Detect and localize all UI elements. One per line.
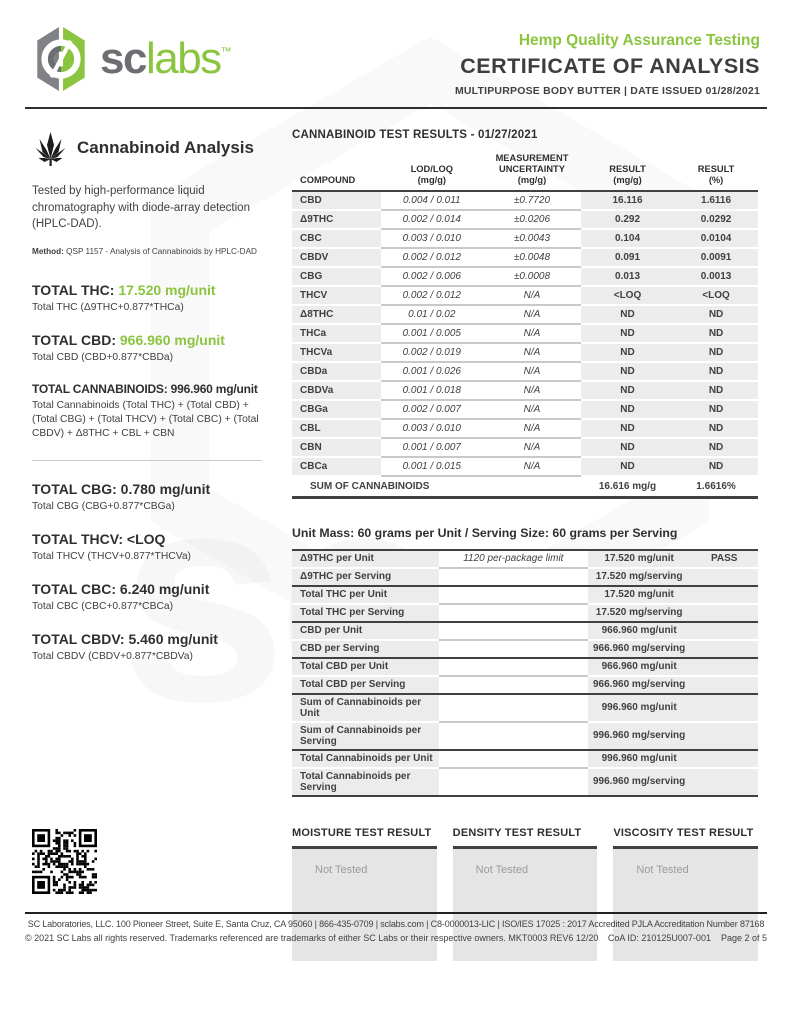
unit-value-cell: 966.960 mg/unit bbox=[588, 622, 691, 640]
column-header-line1: RESULT bbox=[609, 164, 646, 175]
compound-cell: THCV bbox=[292, 286, 381, 305]
results-row bbox=[292, 381, 758, 400]
results-row bbox=[292, 229, 758, 248]
result-pct-cell: ND bbox=[674, 305, 758, 324]
lod-loq-cell: 0.002 / 0.006 bbox=[381, 267, 484, 286]
method-label: Method: bbox=[32, 247, 64, 257]
cannabinoid-results-table bbox=[292, 151, 758, 499]
method-text: QSP 1157 - Analysis of Cannabinoids by HPLC-DAD bbox=[63, 247, 257, 257]
total-value: 0.780 mg/unit bbox=[120, 481, 211, 498]
unit-value-cell: 966.960 mg/serving bbox=[588, 676, 691, 694]
status-cell bbox=[690, 658, 758, 676]
compound-cell: CBCa bbox=[292, 457, 381, 476]
total-value: 17.520 mg/unit bbox=[118, 282, 216, 299]
unit-mass-row bbox=[292, 640, 758, 658]
compound-cell: CBD bbox=[292, 191, 381, 210]
lod-loq-cell: 0.003 / 0.010 bbox=[381, 229, 484, 248]
result-mg-cell: ND bbox=[581, 457, 674, 476]
unit-value-cell: 17.520 mg/unit bbox=[588, 550, 691, 568]
unit-mass-row bbox=[292, 750, 758, 768]
lod-loq-cell: 0.003 / 0.010 bbox=[381, 419, 484, 438]
unit-value-cell: 17.520 mg/unit bbox=[588, 586, 691, 604]
method-description: Tested by high-performance liquid chromatography with diode-array detection (HPLC-DAD). bbox=[32, 185, 250, 231]
total-formula: Total CBD (CBD+0.877*CBDa) bbox=[32, 351, 174, 363]
uncertainty-cell: N/A bbox=[483, 305, 581, 324]
column-header bbox=[581, 151, 674, 191]
unit-mass-row bbox=[292, 722, 758, 750]
lod-loq-cell: 0.001 / 0.018 bbox=[381, 381, 484, 400]
footer bbox=[0, 912, 792, 961]
results-row bbox=[292, 191, 758, 210]
status-cell bbox=[690, 676, 758, 694]
status-cell bbox=[690, 622, 758, 640]
unit-mass-row bbox=[292, 550, 758, 568]
lod-loq-cell: 0.002 / 0.019 bbox=[381, 343, 484, 362]
compound-cell: CBDV bbox=[292, 248, 381, 267]
unit-value-cell: 996.960 mg/unit bbox=[588, 694, 691, 722]
total-label: TOTAL THC: bbox=[32, 282, 119, 299]
limit-cell bbox=[439, 750, 588, 768]
lod-loq-cell: 0.002 / 0.012 bbox=[381, 248, 484, 267]
section-title: Cannabinoid Analysis bbox=[77, 138, 254, 157]
result-mg-cell: ND bbox=[581, 362, 674, 381]
uncertainty-cell: N/A bbox=[483, 381, 581, 400]
footer-meta bbox=[0, 929, 792, 943]
header-titles bbox=[455, 26, 760, 97]
test-panel-result: Not Tested bbox=[613, 846, 758, 961]
unit-mass-row bbox=[292, 586, 758, 604]
compound-cell: THCVa bbox=[292, 343, 381, 362]
total-formula: Total Cannabinoids (Total THC) + (Total CBD) + (Total CBG) + (Total THCV) + (Total CBC) + (Total CBDV) + Δ8THC + CBL + CBN bbox=[32, 399, 259, 439]
uncertainty-cell: ±0.0048 bbox=[483, 248, 581, 267]
status-cell bbox=[690, 694, 758, 722]
result-pct-cell: <LOQ bbox=[674, 286, 758, 305]
unit-label-cell: CBD per Unit bbox=[292, 622, 439, 640]
total-value: <LOQ bbox=[126, 531, 166, 548]
sample-and-date: MULTIPURPOSE BODY BUTTER | DATE ISSUED 01/28/2021 bbox=[454, 85, 760, 97]
program-name: Hemp Quality Assurance Testing bbox=[518, 32, 760, 49]
status-cell bbox=[690, 604, 758, 622]
results-row bbox=[292, 305, 758, 324]
compound-cell: CBL bbox=[292, 419, 381, 438]
results-row bbox=[292, 248, 758, 267]
limit-cell: 1120 per-package limit bbox=[439, 550, 588, 568]
certificate-title: CERTIFICATE OF ANALYSIS bbox=[460, 54, 760, 78]
uncertainty-cell: ±0.7720 bbox=[483, 191, 581, 210]
result-mg-cell: 0.091 bbox=[581, 248, 674, 267]
limit-cell bbox=[439, 658, 588, 676]
unit-label-cell: Total Cannabinoids per Serving bbox=[292, 768, 439, 796]
results-row bbox=[292, 438, 758, 457]
uncertainty-cell: N/A bbox=[483, 324, 581, 343]
total-value: 5.460 mg/unit bbox=[128, 631, 218, 648]
unit-mass-row bbox=[292, 694, 758, 722]
compound-cell: Δ9THC bbox=[292, 210, 381, 229]
total-block bbox=[32, 332, 272, 365]
compound-cell: THCa bbox=[292, 324, 381, 343]
totals-list bbox=[32, 282, 272, 664]
limit-cell bbox=[439, 768, 588, 796]
uncertainty-cell: N/A bbox=[483, 438, 581, 457]
result-mg-cell: ND bbox=[581, 305, 674, 324]
unit-value-cell: 996.960 mg/serving bbox=[588, 768, 691, 796]
total-value: 966.960 mg/unit bbox=[119, 331, 225, 348]
result-pct-cell: ND bbox=[674, 324, 758, 343]
unit-mass-row bbox=[292, 622, 758, 640]
lod-loq-cell: 0.002 / 0.007 bbox=[381, 400, 484, 419]
section-head bbox=[32, 129, 272, 167]
column-header-line1: LOD/LOQ bbox=[410, 164, 453, 175]
results-row bbox=[292, 286, 758, 305]
results-row bbox=[292, 210, 758, 229]
total-block bbox=[32, 382, 272, 441]
limit-cell bbox=[439, 586, 588, 604]
result-pct-cell: 0.0104 bbox=[674, 229, 758, 248]
total-line bbox=[32, 332, 272, 348]
unit-mass-row bbox=[292, 768, 758, 796]
total-line bbox=[32, 581, 272, 597]
limit-cell bbox=[439, 604, 588, 622]
uncertainty-cell: N/A bbox=[483, 343, 581, 362]
test-panel-result: Not Tested bbox=[292, 846, 437, 961]
unit-mass-row bbox=[292, 676, 758, 694]
lod-loq-cell: 0.001 / 0.007 bbox=[381, 438, 484, 457]
total-line bbox=[32, 382, 272, 396]
test-panel-title: MOISTURE TEST RESULT bbox=[292, 826, 432, 839]
sum-row bbox=[292, 476, 758, 497]
total-block bbox=[32, 631, 272, 664]
test-panel-title: DENSITY TEST RESULT bbox=[452, 826, 582, 839]
total-line bbox=[32, 631, 272, 647]
compound-cell: CBC bbox=[292, 229, 381, 248]
results-column bbox=[292, 129, 758, 961]
total-label: TOTAL CANNABINOIDS: bbox=[32, 381, 171, 396]
results-row bbox=[292, 362, 758, 381]
total-label: TOTAL CBC: bbox=[32, 581, 120, 598]
status-cell: PASS bbox=[690, 550, 758, 568]
column-header-line2: (mg/g) bbox=[613, 175, 642, 186]
sum-label: SUM OF CANNABINOIDS bbox=[292, 476, 581, 497]
total-formula: Total THCV (THCV+0.877*THCVa) bbox=[32, 551, 191, 563]
lod-loq-cell: 0.002 / 0.012 bbox=[381, 286, 484, 305]
unit-label-cell: Total THC per Serving bbox=[292, 604, 439, 622]
limit-cell bbox=[439, 568, 588, 586]
result-pct-cell: 0.0013 bbox=[674, 267, 758, 286]
status-cell bbox=[690, 640, 758, 658]
unit-label-cell: Total THC per Unit bbox=[292, 586, 439, 604]
column-header bbox=[483, 151, 581, 191]
lod-loq-cell: 0.01 / 0.02 bbox=[381, 305, 484, 324]
results-header-row bbox=[292, 151, 758, 191]
compound-cell: Δ8THC bbox=[292, 305, 381, 324]
compound-cell: CBN bbox=[292, 438, 381, 457]
column-header-line2: (%) bbox=[708, 175, 724, 186]
total-block bbox=[32, 531, 272, 564]
status-cell bbox=[690, 722, 758, 750]
result-mg-cell: <LOQ bbox=[581, 286, 674, 305]
logo-wordmark bbox=[100, 34, 232, 83]
unit-mass-row bbox=[292, 568, 758, 586]
result-mg-cell: ND bbox=[581, 324, 674, 343]
unit-mass-title: Unit Mass: 60 grams per Unit / Serving Size: 60 grams per Serving bbox=[292, 525, 678, 540]
result-mg-cell: 0.013 bbox=[581, 267, 674, 286]
total-formula: Total CBDV (CBDV+0.877*CBDVa) bbox=[32, 651, 193, 663]
sum-pct: 1.6616% bbox=[674, 476, 758, 497]
unit-label-cell: Total Cannabinoids per Unit bbox=[292, 750, 439, 768]
total-value: 6.240 mg/unit bbox=[119, 581, 210, 598]
status-cell bbox=[690, 750, 758, 768]
total-formula: Total THC (Δ9THC+0.877*THCa) bbox=[32, 302, 184, 314]
column-header-line2: (mg/g) bbox=[417, 175, 446, 186]
total-label: TOTAL THCV: bbox=[32, 531, 127, 548]
lod-loq-cell: 0.001 / 0.026 bbox=[381, 362, 484, 381]
column-header bbox=[381, 151, 484, 191]
limit-cell bbox=[439, 676, 588, 694]
compound-cell: CBGa bbox=[292, 400, 381, 419]
compound-cell: CBDa bbox=[292, 362, 381, 381]
limit-cell bbox=[439, 722, 588, 750]
footer-divider bbox=[25, 912, 767, 914]
total-value: 996.960 mg/unit bbox=[170, 381, 258, 396]
result-mg-cell: ND bbox=[581, 400, 674, 419]
limit-cell bbox=[439, 622, 588, 640]
result-mg-cell: 0.292 bbox=[581, 210, 674, 229]
lod-loq-cell: 0.001 / 0.005 bbox=[381, 324, 484, 343]
result-mg-cell: ND bbox=[581, 381, 674, 400]
unit-label-cell: Sum of Cannabinoids per Serving bbox=[292, 722, 439, 750]
uncertainty-cell: N/A bbox=[483, 362, 581, 381]
uncertainty-cell: N/A bbox=[483, 457, 581, 476]
result-mg-cell: ND bbox=[581, 438, 674, 457]
logo-labs-text: labs bbox=[145, 34, 221, 83]
results-row bbox=[292, 457, 758, 476]
unit-value-cell: 17.520 mg/serving bbox=[588, 568, 691, 586]
column-header-line2: UNCERTAINTY (mg/g) bbox=[499, 164, 565, 186]
test-panel-title: VISCOSITY TEST RESULT bbox=[613, 826, 754, 839]
result-pct-cell: ND bbox=[674, 343, 758, 362]
column-header-line1: MEASUREMENT bbox=[495, 153, 569, 163]
method-reference bbox=[32, 247, 272, 256]
total-label: TOTAL CBD: bbox=[32, 331, 120, 348]
unit-value-cell: 966.960 mg/unit bbox=[588, 658, 691, 676]
total-label: TOTAL CBDV: bbox=[32, 631, 129, 648]
result-mg-cell: ND bbox=[581, 343, 674, 362]
column-header-line1: COMPOUND bbox=[300, 175, 356, 186]
compound-cell: CBG bbox=[292, 267, 381, 286]
results-title: CANNABINOID TEST RESULTS - 01/27/2021 bbox=[292, 129, 538, 141]
unit-label-cell: CBD per Serving bbox=[292, 640, 439, 658]
result-mg-cell: 0.104 bbox=[581, 229, 674, 248]
total-block bbox=[32, 282, 272, 315]
total-line bbox=[32, 282, 272, 298]
result-pct-cell: ND bbox=[674, 381, 758, 400]
coa-id: CoA ID: 210125U007-001 bbox=[607, 932, 711, 943]
sclabs-logo bbox=[32, 26, 232, 92]
unit-value-cell: 996.960 mg/unit bbox=[588, 750, 691, 768]
unit-value-cell: 996.960 mg/serving bbox=[588, 722, 691, 750]
total-block bbox=[32, 481, 272, 514]
result-pct-cell: ND bbox=[674, 438, 758, 457]
unit-value-cell: 966.960 mg/serving bbox=[588, 640, 691, 658]
status-cell bbox=[690, 586, 758, 604]
result-mg-cell: 16.116 bbox=[581, 191, 674, 210]
results-row bbox=[292, 324, 758, 343]
results-row bbox=[292, 419, 758, 438]
total-formula: Total CBG (CBG+0.877*CBGa) bbox=[32, 501, 175, 513]
uncertainty-cell: ±0.0008 bbox=[483, 267, 581, 286]
result-pct-cell: ND bbox=[674, 400, 758, 419]
result-pct-cell: ND bbox=[674, 362, 758, 381]
result-pct-cell: 1.6116 bbox=[674, 191, 758, 210]
results-row bbox=[292, 343, 758, 362]
copyright-line: © 2021 SC Labs all rights reserved. Trademarks referenced are trademarks of either SC Labs or their respective owners. MKT0003 REV6 12/20 bbox=[25, 932, 599, 943]
lab-address-line: SC Laboratories, LLC. 100 Pioneer Street, Suite E, Santa Cruz, CA 95060 | 866-435-0709 | sclabs.com | C8-0000013-LIC | ISO/IES 17025 : 2017 Accredited PJLA Accreditation Number 87168 bbox=[27, 918, 765, 929]
header bbox=[0, 0, 792, 97]
cannabis-leaf-icon bbox=[32, 129, 69, 167]
total-block bbox=[32, 581, 272, 614]
lod-loq-cell: 0.004 / 0.011 bbox=[381, 191, 484, 210]
unit-mass-row bbox=[292, 604, 758, 622]
logo-sc-text: sc bbox=[100, 34, 146, 83]
total-formula: Total CBC (CBC+0.877*CBCa) bbox=[32, 601, 174, 613]
qr-code bbox=[32, 829, 97, 899]
limit-cell bbox=[439, 640, 588, 658]
uncertainty-cell: N/A bbox=[483, 286, 581, 305]
totals-divider bbox=[32, 460, 262, 461]
lod-loq-cell: 0.002 / 0.014 bbox=[381, 210, 484, 229]
result-pct-cell: 0.0091 bbox=[674, 248, 758, 267]
unit-label-cell: Δ9THC per Serving bbox=[292, 568, 439, 586]
column-header-line1: RESULT bbox=[697, 164, 735, 175]
unit-mass-row bbox=[292, 658, 758, 676]
unit-label-cell: Sum of Cannabinoids per Unit bbox=[292, 694, 439, 722]
result-pct-cell: ND bbox=[674, 457, 758, 476]
unit-label-cell: Total CBD per Serving bbox=[292, 676, 439, 694]
uncertainty-cell: N/A bbox=[483, 400, 581, 419]
total-line bbox=[32, 481, 272, 497]
status-cell bbox=[690, 768, 758, 796]
compound-cell: CBDVa bbox=[292, 381, 381, 400]
unit-label-cell: Total CBD per Unit bbox=[292, 658, 439, 676]
test-panel-result: Not Tested bbox=[453, 846, 598, 961]
logo-trademark: ™ bbox=[220, 46, 232, 58]
column-header bbox=[292, 151, 381, 191]
total-line bbox=[32, 531, 272, 547]
uncertainty-cell: N/A bbox=[483, 419, 581, 438]
total-label: TOTAL CBG: bbox=[32, 481, 121, 498]
column-header bbox=[674, 151, 758, 191]
limit-cell bbox=[439, 694, 588, 722]
results-row bbox=[292, 267, 758, 286]
results-row bbox=[292, 400, 758, 419]
result-mg-cell: ND bbox=[581, 419, 674, 438]
sclabs-hexagon-icon bbox=[32, 26, 90, 92]
uncertainty-cell: ±0.0206 bbox=[483, 210, 581, 229]
unit-label-cell: Δ9THC per Unit bbox=[292, 550, 439, 568]
result-pct-cell: 0.0292 bbox=[674, 210, 758, 229]
sum-mg: 16.616 mg/g bbox=[581, 476, 674, 497]
page-number: Page 2 of 5 bbox=[720, 932, 767, 943]
result-pct-cell: ND bbox=[674, 419, 758, 438]
lod-loq-cell: 0.001 / 0.015 bbox=[381, 457, 484, 476]
unit-mass-table bbox=[292, 549, 758, 797]
uncertainty-cell: ±0.0043 bbox=[483, 229, 581, 248]
unit-value-cell: 17.520 mg/serving bbox=[588, 604, 691, 622]
status-cell bbox=[690, 568, 758, 586]
